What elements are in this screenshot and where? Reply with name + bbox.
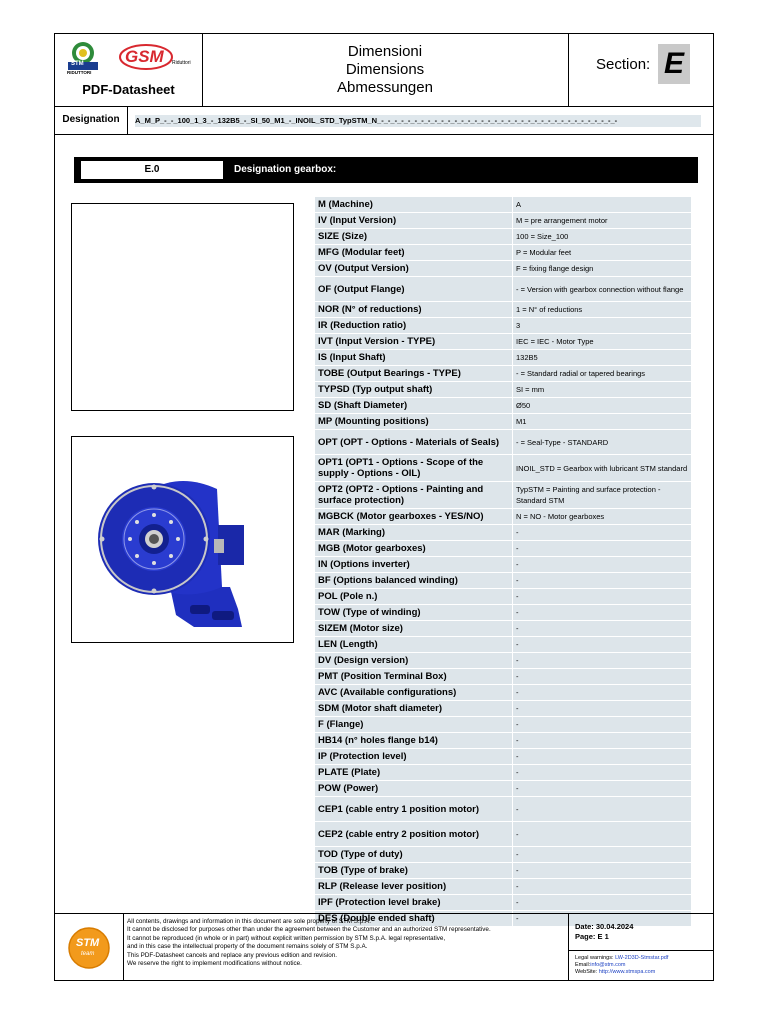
row-value: - bbox=[513, 717, 691, 732]
section-bar bbox=[74, 157, 698, 183]
gsm-logo-text: GSM bbox=[125, 47, 164, 66]
table-row bbox=[315, 621, 691, 636]
email-label: Email: bbox=[575, 962, 591, 968]
table-row bbox=[315, 573, 691, 588]
table-row bbox=[315, 382, 691, 397]
disclaimer-line: We reserve the right to implement modifications without notice. bbox=[127, 960, 302, 968]
disclaimer-line: All contents, drawings and information in this document are sole property of STM S.p.A. bbox=[127, 918, 371, 925]
row-value: - bbox=[513, 589, 691, 604]
table-row bbox=[315, 197, 691, 212]
row-key: NOR (N° of reductions) bbox=[315, 302, 512, 317]
table-row bbox=[315, 334, 691, 349]
footer-date: Date: 30.04.2024 bbox=[575, 922, 634, 931]
stm-logo-text: STM bbox=[71, 61, 84, 67]
table-row bbox=[315, 589, 691, 604]
row-value: - bbox=[513, 621, 691, 636]
disclaimer-line: It cannot be reproduced (in whole or in part) without explicit written permission by STM S.p.A. legal representative, bbox=[127, 934, 446, 942]
row-key: BF (Options balanced winding) bbox=[315, 573, 512, 588]
title-cell bbox=[202, 34, 569, 106]
logo-cell bbox=[55, 34, 203, 106]
section-title: Designation gearbox: bbox=[234, 164, 337, 175]
table-row bbox=[315, 541, 691, 556]
section-cell bbox=[568, 34, 713, 106]
table-row bbox=[315, 213, 691, 228]
row-key: OPT (OPT - Options - Materials of Seals) bbox=[315, 430, 512, 454]
table-row bbox=[315, 557, 691, 572]
table-row bbox=[315, 781, 691, 796]
row-value: 3 bbox=[513, 318, 691, 333]
row-key: HB14 (n° holes flange b14) bbox=[315, 733, 512, 748]
row-value: A bbox=[513, 197, 691, 212]
row-value: - bbox=[513, 879, 691, 894]
row-value: - = Version with gearbox connection without flange bbox=[513, 277, 691, 301]
row-value: - bbox=[513, 781, 691, 796]
legal-warnings-link[interactable]: LW-2D3D-Stmstar.pdf bbox=[615, 955, 669, 961]
row-key: TOD (Type of duty) bbox=[315, 847, 512, 862]
row-key: POL (Pole n.) bbox=[315, 589, 512, 604]
table-row bbox=[315, 717, 691, 732]
row-key: IR (Reduction ratio) bbox=[315, 318, 512, 333]
row-key: IN (Options inverter) bbox=[315, 557, 512, 572]
table-row bbox=[315, 733, 691, 748]
table-row bbox=[315, 765, 691, 780]
section-label: Section: bbox=[596, 56, 651, 73]
footer-logo-cell bbox=[55, 914, 124, 981]
title-german: Abmessungen bbox=[337, 79, 433, 96]
row-value: - bbox=[513, 653, 691, 668]
row-value: - bbox=[513, 557, 691, 572]
legal-warnings-line bbox=[575, 955, 668, 962]
disclaimer-line: This PDF-Datasheet cancels and replace any previous edition and revision. bbox=[127, 951, 338, 959]
website-line bbox=[575, 969, 655, 976]
row-value: - bbox=[513, 637, 691, 652]
gsm-logo-sub: Riduttori bbox=[172, 60, 191, 66]
table-row bbox=[315, 895, 691, 910]
row-value: - bbox=[513, 701, 691, 716]
row-key: M (Machine) bbox=[315, 197, 512, 212]
row-key: OV (Output Version) bbox=[315, 261, 512, 276]
table-row bbox=[315, 229, 691, 244]
table-row bbox=[315, 525, 691, 540]
row-value: - bbox=[513, 573, 691, 588]
row-value: - bbox=[513, 685, 691, 700]
row-key: DV (Design version) bbox=[315, 653, 512, 668]
row-key: LEN (Length) bbox=[315, 637, 512, 652]
row-value: SI = mm bbox=[513, 382, 691, 397]
gearbox-image bbox=[72, 437, 293, 642]
row-value: M1 bbox=[513, 414, 691, 429]
website-label: WebSite: bbox=[575, 969, 598, 975]
row-key: PLATE (Plate) bbox=[315, 765, 512, 780]
table-row bbox=[315, 653, 691, 668]
section-letter: E bbox=[658, 44, 690, 84]
table-row bbox=[315, 261, 691, 276]
footer-info bbox=[568, 914, 714, 981]
stm-logo-sub: RIDUTTORI bbox=[67, 70, 92, 75]
row-value: - bbox=[513, 605, 691, 620]
section-code: E.0 bbox=[81, 161, 223, 179]
table-row bbox=[315, 847, 691, 862]
row-value: Ø50 bbox=[513, 398, 691, 413]
row-key: IVT (Input Version - TYPE) bbox=[315, 334, 512, 349]
table-row bbox=[315, 398, 691, 413]
row-key: IPF (Protection level brake) bbox=[315, 895, 512, 910]
table-row bbox=[315, 863, 691, 878]
title-italian: Dimensioni bbox=[347, 43, 423, 60]
row-value: - = Seal-Type - STANDARD bbox=[513, 430, 691, 454]
table-row bbox=[315, 822, 691, 846]
row-value: - bbox=[513, 911, 691, 926]
row-key: OPT2 (OPT2 - Options - Painting and surface protection) bbox=[315, 482, 512, 508]
row-value: - bbox=[513, 863, 691, 878]
table-row bbox=[315, 245, 691, 260]
row-key: OF (Output Flange) bbox=[315, 277, 512, 301]
footer-page: Page: E 1 bbox=[575, 932, 609, 941]
row-key: IV (Input Version) bbox=[315, 213, 512, 228]
row-value: - bbox=[513, 525, 691, 540]
disclaimer-line: It cannot be disclosed for purposes other than under the agreement between the Customer and an authorized STM representative. bbox=[127, 926, 491, 934]
row-key: MAR (Marking) bbox=[315, 525, 512, 540]
row-key: TOBE (Output Bearings - TYPE) bbox=[315, 366, 512, 381]
row-key: SIZE (Size) bbox=[315, 229, 512, 244]
table-row bbox=[315, 637, 691, 652]
drawing-placeholder bbox=[71, 203, 294, 411]
designation-row bbox=[55, 106, 713, 135]
row-key: CEP1 (cable entry 1 position motor) bbox=[315, 797, 512, 821]
row-value: N = NO - Motor gearboxes bbox=[513, 509, 691, 524]
table-row bbox=[315, 277, 691, 301]
row-value: - bbox=[513, 822, 691, 846]
row-value: - bbox=[513, 733, 691, 748]
designation-label: Designation bbox=[55, 106, 128, 134]
row-key: MFG (Modular feet) bbox=[315, 245, 512, 260]
row-key: POW (Power) bbox=[315, 781, 512, 796]
row-value: - bbox=[513, 765, 691, 780]
row-value: - bbox=[513, 797, 691, 821]
table-row bbox=[315, 797, 691, 821]
legal-warnings-label: Legal warnings: bbox=[575, 955, 614, 961]
row-value: 1 = N° of reductions bbox=[513, 302, 691, 317]
row-value: - bbox=[513, 847, 691, 862]
designation-table bbox=[315, 197, 691, 927]
table-row bbox=[315, 701, 691, 716]
title-english: Dimensions bbox=[345, 61, 425, 78]
row-key: OPT1 (OPT1 - Options - Scope of the supply - Options - OIL) bbox=[315, 455, 512, 481]
footer-disclaimer bbox=[127, 918, 567, 968]
row-value: M = pre arrangement motor bbox=[513, 213, 691, 228]
row-value: INOIL_STD = Gearbox with lubricant STM standard bbox=[513, 455, 691, 481]
row-key: MGBCK (Motor gearboxes - YES/NO) bbox=[315, 509, 512, 524]
table-row bbox=[315, 455, 691, 481]
stm-team-logo-sub: team bbox=[81, 951, 95, 957]
row-value: P = Modular feet bbox=[513, 245, 691, 260]
table-row bbox=[315, 482, 691, 508]
gearbox-image-frame bbox=[71, 436, 294, 643]
table-row bbox=[315, 509, 691, 524]
datasheet-page bbox=[54, 33, 714, 981]
email-line bbox=[575, 962, 626, 969]
row-value: 100 = Size_100 bbox=[513, 229, 691, 244]
table-row bbox=[315, 366, 691, 381]
row-key: IP (Protection level) bbox=[315, 749, 512, 764]
row-key: MP (Mounting positions) bbox=[315, 414, 512, 429]
row-value: - = Standard radial or tapered bearings bbox=[513, 366, 691, 381]
header bbox=[55, 34, 713, 107]
footer bbox=[55, 913, 713, 981]
row-key: RLP (Release lever position) bbox=[315, 879, 512, 894]
row-value: - bbox=[513, 541, 691, 556]
pdf-datasheet-label: PDF-Datasheet bbox=[82, 82, 175, 97]
table-row bbox=[315, 749, 691, 764]
row-key: AVC (Available configurations) bbox=[315, 685, 512, 700]
website-link[interactable]: http://www.stmspa.com bbox=[598, 969, 656, 975]
row-key: SD (Shaft Diameter) bbox=[315, 398, 512, 413]
row-key: IS (Input Shaft) bbox=[315, 350, 512, 365]
row-value: - bbox=[513, 669, 691, 684]
row-key: PMT (Position Terminal Box) bbox=[315, 669, 512, 684]
row-key: SIZEM (Motor size) bbox=[315, 621, 512, 636]
row-value: IEC = IEC - Motor Type bbox=[513, 334, 691, 349]
row-value: - bbox=[513, 895, 691, 910]
table-row bbox=[315, 350, 691, 365]
row-key: TYPSD (Typ output shaft) bbox=[315, 382, 512, 397]
table-row bbox=[315, 879, 691, 894]
row-key: CEP2 (cable entry 2 position motor) bbox=[315, 822, 512, 846]
stm-team-logo-text: STM bbox=[76, 937, 100, 949]
row-value: - bbox=[513, 749, 691, 764]
table-row bbox=[315, 430, 691, 454]
table-row bbox=[315, 669, 691, 684]
table-row bbox=[315, 302, 691, 317]
row-key: MGB (Motor gearboxes) bbox=[315, 541, 512, 556]
email-link[interactable]: info@stm.com bbox=[590, 962, 626, 968]
row-key: TOB (Type of brake) bbox=[315, 863, 512, 878]
row-key: DES (Double ended shaft) bbox=[315, 911, 512, 926]
disclaimer-line: and in this case the intellectual property of the document remains solely of STM S.p.A. bbox=[127, 943, 368, 951]
table-row bbox=[315, 605, 691, 620]
row-key: SDM (Motor shaft diameter) bbox=[315, 701, 512, 716]
table-row bbox=[315, 685, 691, 700]
row-value: 132B5 bbox=[513, 350, 691, 365]
row-value: TypSTM = Painting and surface protection - Standard STM bbox=[513, 482, 691, 508]
row-value: F = fixing flange design bbox=[513, 261, 691, 276]
table-row bbox=[315, 318, 691, 333]
row-key: TOW (Type of winding) bbox=[315, 605, 512, 620]
row-key: F (Flange) bbox=[315, 717, 512, 732]
table-row bbox=[315, 414, 691, 429]
designation-value: A_M_P_-_-_100_1_3_-_132B5_-_SI_50_M1_-_INOIL_STD_TypSTM_N_-_-_-_-_-_-_-_-_-_-_-_-_-_-_-_-_-_-_-_-_-_-_-_-_-_-_-_-_-_-_-_-_-_-_-_- bbox=[135, 115, 701, 127]
